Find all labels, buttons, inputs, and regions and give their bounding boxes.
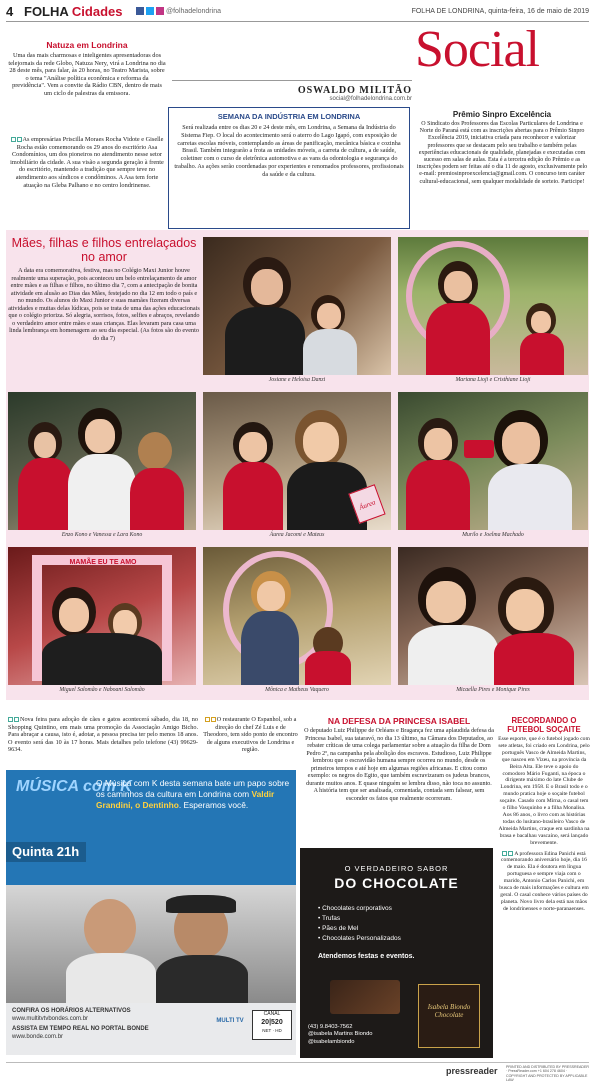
figure-shape	[520, 333, 564, 375]
figure-shape	[506, 589, 544, 631]
musica-ad-banner	[6, 770, 296, 885]
photo-caption: Miguel Salomão e Naboani Salomão	[59, 687, 145, 693]
choc-item-text: Pães de Mel	[322, 925, 359, 932]
musica-links	[12, 1007, 212, 1041]
choc-insta1[interactable]: @isabela Martins Biondo	[308, 1031, 373, 1038]
figure-shape	[257, 581, 285, 611]
choc-item: • Chocolates Personalizados	[318, 935, 401, 942]
photo-aurea	[203, 392, 391, 530]
choc-item: • Pães de Mel	[318, 925, 359, 932]
photo-caption: Murilo e Joelma Machado	[462, 532, 524, 538]
figure-shape	[241, 611, 299, 685]
figure-shape	[66, 953, 156, 1003]
figure-shape	[303, 329, 357, 375]
maes-article	[8, 236, 200, 342]
figure-shape	[85, 419, 115, 453]
edition-date: FOLHA DE LONDRINA, quinta-feira, 16 de maio de 2019	[411, 8, 589, 15]
natuza-article	[8, 40, 166, 98]
note-bullet-icon	[502, 851, 507, 856]
figure-shape	[424, 428, 452, 460]
photo-micaella	[398, 547, 588, 685]
figure-shape	[59, 598, 89, 632]
futebol-body: Esse esporte, que é o futebol jogado com sete atletas, foi criado em Londrina, pelo português Vasco de Almeida Martins, que nasceu em Vizeu, na província da Beira Alta. Ele teve o apoio do comodoro Mário Fuganti, na época o dirigente máximo do late Clube de Londrina, em 1958. E o Brasil todo e o mundo pratica hoje o soçaite futebol soçaite. Casado com Mirna, o casal tem o filho Vasquinho e a filha Monalisa. Aos 86 anos, o livro com as histórias todas do lusitano-brasileiro Vasco de Almeida Martins, craque em sardinha na brasa e bacalhau vascaíno, será lançado brevemente.	[498, 736, 590, 846]
phone-shape	[464, 440, 494, 458]
note-bullet-icon	[205, 717, 210, 722]
photo-mariana	[398, 237, 588, 375]
figure-shape	[426, 581, 466, 623]
figure-shape	[502, 422, 540, 464]
note-bullet-icon	[508, 851, 513, 856]
page-header	[6, 4, 589, 22]
musica-guests: Valdir Grandini, o Dentinho	[96, 789, 275, 810]
natuza-body: Uma das mais charmosas e inteligentes apresentadoras dos telejornais da rede Globo, Natuza Nery, virá a Londrina no dia 28 deste mês, para falar, às 20 horas, no Teatro Marista, sobre o tema "Análise política econômica e reforma da previdência". Vem a convite da Rádio CBN, dentro de mais um ciclo de palestras da emissora.	[8, 52, 166, 97]
choc-box: Isabela Biondo Chocolate	[418, 984, 480, 1048]
alt-hours-label: CONFIRA OS HORÁRIOS ALTERNATIVOS	[12, 1008, 131, 1014]
note-bullet-icon	[11, 137, 16, 142]
multitv-logo: MULTI TV	[216, 1018, 244, 1024]
sign-aurea: Áurea	[348, 484, 385, 524]
facebook-icon	[136, 7, 144, 15]
live-label: ASSISTA EM TEMPO REAL NO PORTAL BONDE	[12, 1026, 149, 1032]
photo-caption: Enzo Kono e Vanessa e Lara Kono	[61, 532, 143, 538]
figure-shape	[68, 454, 136, 530]
photo-caption: Josiane e Heloisa Danzi	[268, 377, 326, 383]
handle-text: @folhadelondrina	[166, 7, 221, 15]
note-bullet-icon	[17, 137, 22, 142]
princesa-title: NA DEFESA DA PRINCESA ISABEL	[327, 716, 471, 726]
feira-text: Nova feira para adoção de cães e gatos acontecerá sábado, dia 18, no Shopping Quintino, em mais uma promoção da Associação Amigo Bicho. Para abraçar a causa, isto é, adotar, a pessoa precisa ter pelo menos 18 anos. O evento será das 10 às 17 horas. Mais detalhes pelo telefone (43) 99629-9634.	[8, 716, 198, 754]
choc-item: • Trufas	[318, 915, 341, 922]
figure-shape	[84, 899, 136, 957]
choc-phone[interactable]: (43) 9.8403-7562	[308, 1024, 353, 1030]
instagram-icon	[156, 7, 164, 15]
semana-title: SEMANA DA INDÚSTRIA EM LONDRINA	[217, 112, 361, 121]
canal-b: 520	[271, 1019, 283, 1026]
twitter-icon	[146, 7, 154, 15]
figure-shape	[239, 432, 267, 462]
premio-body: O Sindicato dos Professores das Escolas Particulares de Londrina e Norte do Paraná está com as inscrições abertas para o Prêmio Sinpro Excelência 2019, iniciativa criada para reconhecer e valorizar professores que se destacam pelo seu trabalho e também pelas experiências educacionais de qualidade, planejadas e executadas com sucesso em salas de aulas. Esta é a terceira edição do Prêmio e as inscrições podem ser feitas até o dia 11 de agosto, exclusivamente pelo e-mail: premiosinproexcelencia@gmail.com. O concurso tem caráter cultural-educacional, sem qualquer modalidade de sorteio. Participe!	[416, 121, 588, 185]
photo-caption: Micaella Pires e Monique Pires	[456, 687, 530, 693]
chocolate-image	[330, 980, 400, 1014]
figure-shape	[305, 651, 351, 685]
canal-a: 20	[261, 1019, 270, 1026]
column-author: OSWALDO MILITÃO	[297, 85, 412, 96]
semana-box	[168, 107, 410, 229]
photo-caption: Áurea Jacomi e Mateus	[269, 532, 325, 538]
figure-shape	[406, 460, 470, 530]
section-title	[24, 4, 123, 19]
figure-shape	[156, 955, 248, 1003]
musica-text-a: O Música com K desta semana bate um papo sobre os caminhos da cultura em Londrina com	[96, 778, 290, 799]
figure-shape	[251, 269, 283, 305]
figure-shape	[34, 432, 56, 458]
figure-shape	[225, 307, 305, 375]
section-b: Cidades	[71, 4, 123, 19]
photo-caption: Mariana Lioji e Cristhiane Lioji	[455, 377, 531, 383]
note-bullet-icon	[8, 717, 13, 722]
figure-shape	[488, 464, 572, 530]
photo-murilo	[398, 392, 588, 530]
pressreader-logo: pressreader	[446, 1066, 498, 1076]
figure-shape	[494, 633, 574, 685]
semana-body: Será realizada entre os dias 20 e 24 deste mês, em Londrina, a Semana da Indústria do Sistema Fiep. O local do acontecimento será o aterro do Lago Igapó, com exposição de carretas escolas móveis, contemplando as áreas de panificação, mecânica básica e cozinha Brasil. Também integrarão a frota as unidades móveis, a carreta de cultura, a de saúde, coletiner com o curso de eletrônica automotiva e as vans da odontologia e segurança do trabalho. As ações serão coordenadas por experientes e renomados professores, profissionais da saúde e da cultura.	[174, 124, 404, 178]
figure-shape	[166, 895, 236, 913]
photo-josiane	[203, 237, 391, 375]
choc-item-text: Chocolates corporativos	[322, 905, 392, 912]
restaurante-note	[203, 716, 298, 754]
chocolate-ad[interactable]	[300, 848, 493, 1058]
choc-insta2[interactable]: @isabelambiondo	[308, 1038, 355, 1045]
priscilla-note	[8, 136, 166, 189]
note-bullet-icon	[14, 717, 19, 722]
choc-items	[318, 904, 401, 944]
feira-note	[8, 716, 198, 754]
princesa-body: O deputado Luiz Philippe de Orléans e Bragança fez uma aplaudida defesa da Princesa Isabel, sua tataravó, no dia 13 último, na Câmara dos Deputados, ao rebater críticas de uma colega parlamentar sobre a atuação da filha de Dom Pedro 2º, na campanha pela abolição dos escravos. Estudioso, Luiz Philippe lembrou que o escravidão humana sempre ocorreu no mundo, desde os primeiros tempos e até hoje em algumas regiões africanas. E citou como exemplo: os negros do Egito, que também escravizaram os judeus brancos, durante muitos anos. E quase ninguém se lembra disso, não toca no assunto. A história tem que ser analisada, comentada, contada sem falsear, sem esconder os fatos que realmente ocorreram.	[304, 728, 494, 802]
social-logo: Social	[415, 21, 539, 78]
choc-title-b: DO CHOCOLATE	[334, 875, 459, 891]
premio-title: Prêmio Sinpro Excelência	[452, 110, 552, 119]
pressreader-note: PRINTED AND DISTRIBUTED BY PRESSREADER · PressReader.com +1 604 278 4604 · COPYRIGHT AND PROTECTED BY APPLICABLE LAW	[506, 1065, 590, 1083]
choc-contacts	[308, 1024, 373, 1046]
futebol-title: RECORDANDO O FUTEBOL SOÇAITE	[507, 716, 581, 734]
live-link[interactable]: www.bonde.com.br	[12, 1034, 64, 1040]
figure-shape	[426, 303, 490, 375]
figure-shape	[223, 462, 283, 530]
musica-logo: MÚSICA com K	[16, 778, 132, 795]
canal-sub: NET · HD	[262, 1028, 282, 1033]
frame-text: MAMÃE EU TE AMO	[69, 559, 137, 566]
figure-shape	[531, 311, 551, 333]
note-bullet-icon	[211, 717, 216, 722]
figure-shape	[18, 458, 74, 530]
priscilla-text: As empresárias Priscilla Moraes Rocha Vidote e Giselle Rocha estão comemorando os 29 anos do escritório Asa Condomínios, um dos pioneiros no atendimento nesse setor imobiliário da cidade. A sua visão a segunda geração à frente do escritório, mantendo a tradição que sempre teve no atendimento aos síndicos e condôminos. A Asa tem forte atuação na Gleba Palhano e no centro londrinense.	[10, 136, 164, 189]
choc-item: • Chocolates corporativos	[318, 905, 392, 912]
musica-text	[96, 778, 292, 811]
figure-shape	[303, 422, 339, 462]
page-number: 4	[6, 4, 14, 19]
figure-shape	[42, 633, 162, 685]
photo-monica	[203, 547, 391, 685]
section-a: FOLHA	[24, 4, 69, 19]
restaurante-text: O restaurante O Espanhol, sob a direção do chef Zé Luis e de Theodoro, tem sido ponto de encontro de alguns executivos de Londrina e região.	[203, 716, 298, 754]
canal-label: CANAL	[263, 1011, 281, 1017]
photo-caption: Mônica e Matheus Vaquero	[265, 687, 329, 693]
figure-shape	[138, 432, 172, 470]
maes-body: A data era comemorativa, festiva, mas no Colégio Maxi Junior houve realmente uma superação, pois aconteceu um belo entrelaçamento de amor entre mães e as filhas e filhos, no último dia 7, com a antecipação de bonita atividade em alusão ao Dias das Mães, festejado no dia 12 em todo o país e no mundo. Os alunos do Maxi Junior e suas mamães fizeram diversas atividades e muitas delas lúdicas, pois se trata de uma das ações educacionais que o colégio prioriza. Só alegria, sorrisos, fotos, selfies e abraços, revelando o verdadeiro amor entre mães e suas crianças. Elas levaram para casa uma linda lembrança em homenagem ao seu dia especial. (As fotos são do evento do dia 7)	[8, 267, 200, 342]
musica-text-b: . Esperamos você.	[178, 800, 249, 810]
figure-shape	[317, 303, 341, 329]
figure-shape	[444, 271, 472, 301]
column-email[interactable]: social@folhadelondrina.com.br	[329, 96, 412, 102]
photo-miguel	[8, 547, 196, 685]
choc-item-text: Chocolates Personalizados	[322, 935, 401, 942]
maes-title: Mães, filhas e filhos entrelaçados no amor	[11, 236, 197, 264]
choc-cta: Atendemos festas e eventos.	[318, 953, 415, 960]
princesa-article	[304, 716, 494, 803]
canal-box: CANAL 20|520 NET · HD	[252, 1010, 292, 1040]
photo-enzo	[8, 392, 196, 530]
figure-shape	[408, 625, 498, 685]
figure-shape	[130, 468, 184, 530]
social-handles	[136, 7, 221, 15]
musica-time: Quinta 21h	[6, 842, 86, 862]
choc-title-a: O VERDADEIRO SABOR	[344, 864, 449, 873]
futebol-article	[498, 716, 590, 913]
alt-hours-link[interactable]: www.multitvtvbondes.com.br	[12, 1016, 89, 1022]
choc-item-text: Trufas	[321, 915, 341, 922]
edina-text: A professora Edina Panichi está comemorando aniversário hoje, dia 16 de maio. Ela é doutora em língua portuguesa e sempre viaja com o marido, Antonio Carlos Panichi, em busca de mais informações e cultura em geral. O casal conhece vários países do planeta. Novo livro dela está nas mãos de londrinenses e norte-paranaenses.	[499, 850, 589, 912]
page-footer	[6, 1062, 590, 1083]
column-rule	[172, 80, 412, 81]
premio-article	[414, 110, 590, 186]
natuza-title: Natuza em Londrina	[46, 40, 128, 50]
musica-photo	[6, 885, 296, 1003]
